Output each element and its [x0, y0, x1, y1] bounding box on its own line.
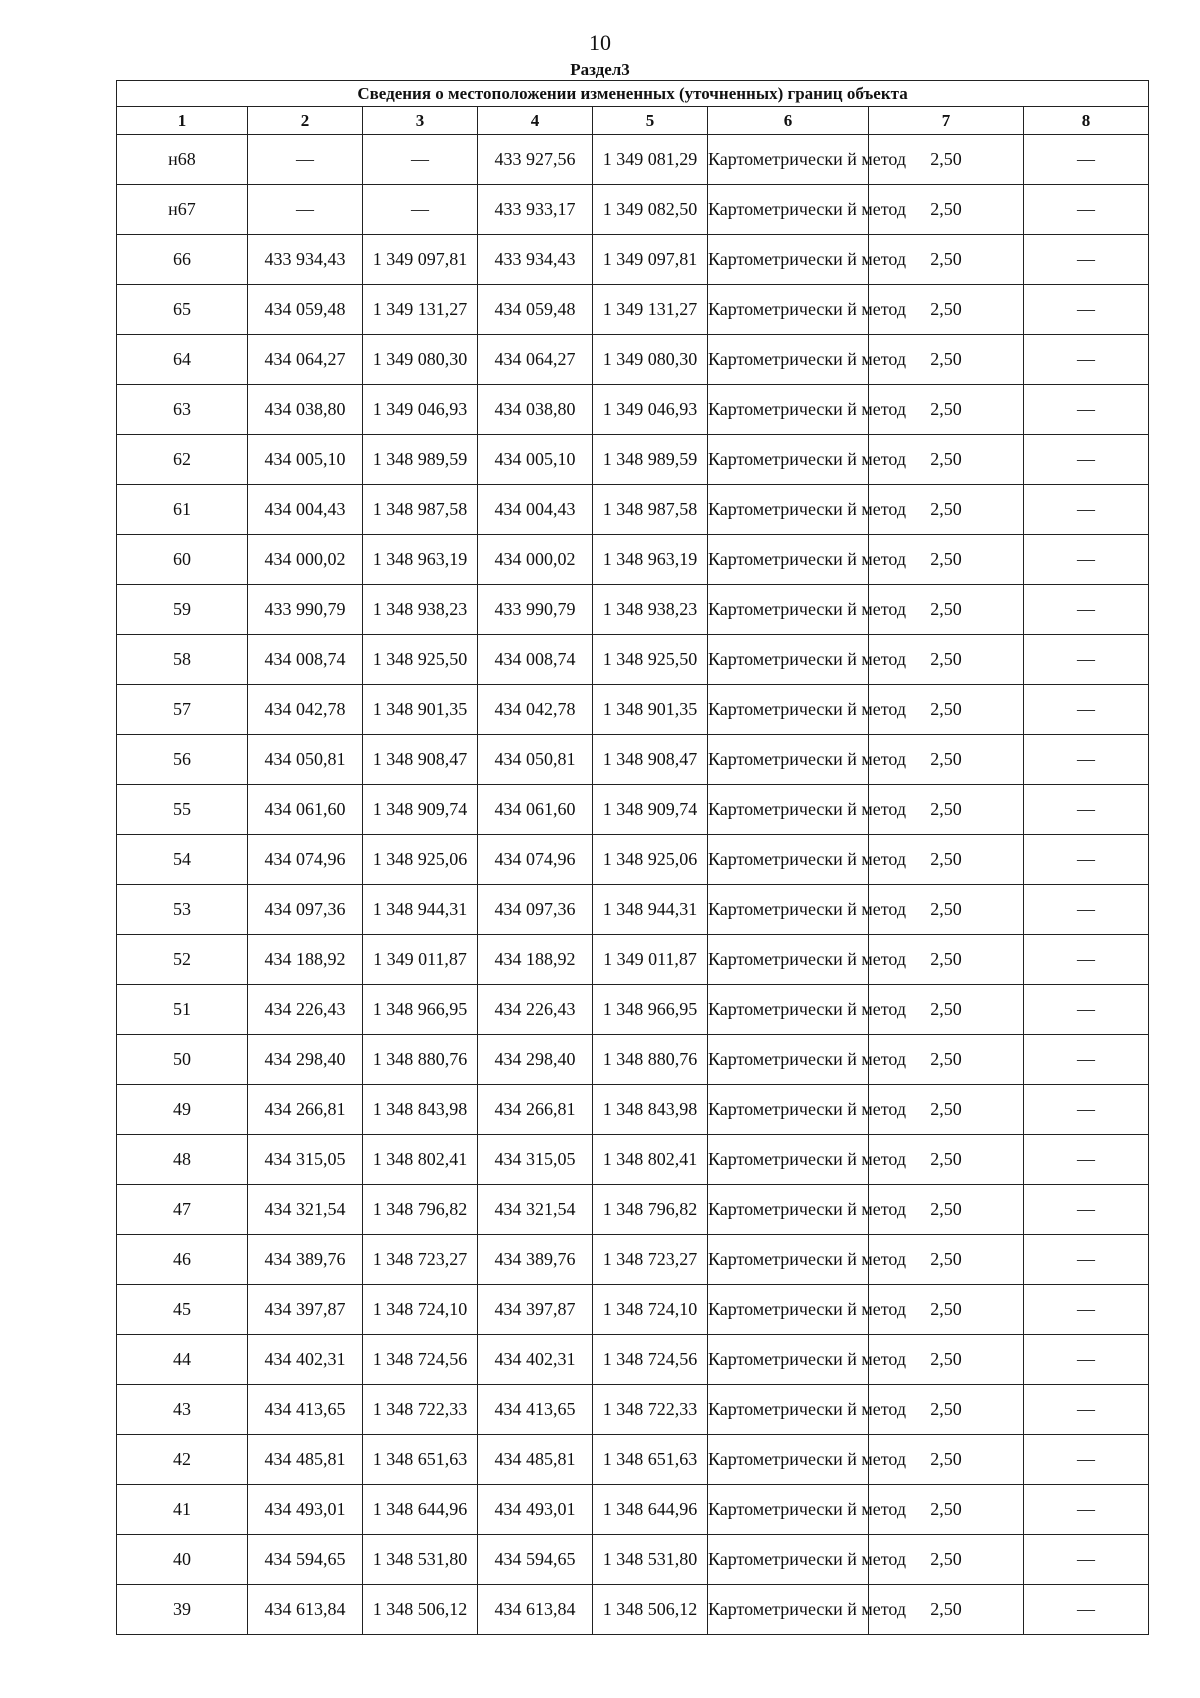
cell-accuracy: 2,50 [869, 385, 1024, 435]
cell-old-y: 1 348 644,96 [363, 1485, 478, 1535]
cell-new-x: 433 990,79 [478, 585, 593, 635]
cell-accuracy: 2,50 [869, 735, 1024, 785]
cell-old-x: 434 413,65 [248, 1385, 363, 1435]
cell-accuracy: 2,50 [869, 1435, 1024, 1485]
table-row [117, 1535, 1149, 1585]
cell-accuracy: 2,50 [869, 535, 1024, 585]
cell-old-y: 1 348 724,10 [363, 1285, 478, 1335]
column-number-row [117, 107, 1149, 135]
cell-description: — [1024, 435, 1149, 485]
cell-description: — [1024, 485, 1149, 535]
table-row [117, 435, 1149, 485]
cell-method: Картометрически й метод [708, 1585, 869, 1635]
cell-description: — [1024, 1135, 1149, 1185]
cell-method: Картометрически й метод [708, 1385, 869, 1435]
cell-accuracy: 2,50 [869, 485, 1024, 535]
cell-old-y: 1 349 097,81 [363, 235, 478, 285]
table-row [117, 1485, 1149, 1535]
cell-new-y: 1 349 046,93 [593, 385, 708, 435]
table-row [117, 1185, 1149, 1235]
cell-point-name: 66 [117, 235, 248, 285]
cell-new-x: 434 402,31 [478, 1335, 593, 1385]
cell-method: Картометрически й метод [708, 435, 869, 485]
cell-new-x: 434 064,27 [478, 335, 593, 385]
cell-description: — [1024, 385, 1149, 435]
table-row [117, 835, 1149, 885]
table-row [117, 1035, 1149, 1085]
cell-method: Картометрически й метод [708, 835, 869, 885]
table-row [117, 935, 1149, 985]
cell-old-y: 1 348 506,12 [363, 1585, 478, 1635]
cell-new-x: 434 321,54 [478, 1185, 593, 1235]
cell-old-x: 434 038,80 [248, 385, 363, 435]
cell-old-y: 1 348 723,27 [363, 1235, 478, 1285]
section-title: Раздел3 [570, 60, 630, 79]
cell-point-name: 57 [117, 685, 248, 735]
table-row [117, 1235, 1149, 1285]
cell-old-x: 434 042,78 [248, 685, 363, 735]
cell-description: — [1024, 1035, 1149, 1085]
cell-point-name: 60 [117, 535, 248, 585]
cell-new-y: 1 349 081,29 [593, 135, 708, 185]
cell-accuracy: 2,50 [869, 935, 1024, 985]
table-row [117, 1085, 1149, 1135]
cell-old-y: 1 348 901,35 [363, 685, 478, 735]
cell-new-x: 434 004,43 [478, 485, 593, 535]
column-number: 3 [363, 107, 478, 135]
cell-point-name: 44 [117, 1335, 248, 1385]
cell-new-y: 1 348 909,74 [593, 785, 708, 835]
cell-new-x: 434 097,36 [478, 885, 593, 935]
table-row [117, 585, 1149, 635]
cell-accuracy: 2,50 [869, 235, 1024, 285]
cell-old-x: 434 097,36 [248, 885, 363, 935]
cell-old-x: 434 397,87 [248, 1285, 363, 1335]
cell-description: — [1024, 1235, 1149, 1285]
cell-point-name: 50 [117, 1035, 248, 1085]
table-row [117, 635, 1149, 685]
cell-new-x: 433 927,56 [478, 135, 593, 185]
cell-method: Картометрически й метод [708, 1185, 869, 1235]
column-number: 5 [593, 107, 708, 135]
cell-method: Картометрически й метод [708, 985, 869, 1035]
cell-old-y: 1 348 802,41 [363, 1135, 478, 1185]
cell-new-x: 433 933,17 [478, 185, 593, 235]
cell-new-y: 1 348 880,76 [593, 1035, 708, 1085]
cell-method: Картометрически й метод [708, 385, 869, 435]
cell-old-x: 434 008,74 [248, 635, 363, 685]
cell-old-y: 1 348 722,33 [363, 1385, 478, 1435]
cell-new-y: 1 348 925,06 [593, 835, 708, 885]
cell-new-x: 434 008,74 [478, 635, 593, 685]
cell-new-x: 434 613,84 [478, 1585, 593, 1635]
table-row [117, 1385, 1149, 1435]
cell-description: — [1024, 1485, 1149, 1535]
cell-old-x: — [248, 135, 363, 185]
cell-method: Картометрически й метод [708, 1235, 869, 1285]
cell-accuracy: 2,50 [869, 1535, 1024, 1585]
cell-method: Картометрически й метод [708, 1135, 869, 1185]
table-row [117, 235, 1149, 285]
column-number: 6 [708, 107, 869, 135]
cell-point-name: 49 [117, 1085, 248, 1135]
coordinates-table [116, 80, 1149, 1635]
cell-new-y: 1 348 802,41 [593, 1135, 708, 1185]
cell-old-y: 1 349 080,30 [363, 335, 478, 385]
cell-accuracy: 2,50 [869, 1335, 1024, 1385]
table-row [117, 135, 1149, 185]
cell-point-name: н67 [117, 185, 248, 235]
column-number: 8 [1024, 107, 1149, 135]
cell-point-name: 46 [117, 1235, 248, 1285]
cell-old-x: 433 990,79 [248, 585, 363, 635]
cell-point-name: 58 [117, 635, 248, 685]
cell-new-y: 1 349 131,27 [593, 285, 708, 335]
cell-point-name: 56 [117, 735, 248, 785]
cell-new-y: 1 348 723,27 [593, 1235, 708, 1285]
cell-new-x: 434 266,81 [478, 1085, 593, 1135]
cell-old-x: 434 188,92 [248, 935, 363, 985]
cell-method: Картометрически й метод [708, 935, 869, 985]
cell-new-y: 1 348 724,10 [593, 1285, 708, 1335]
cell-method: Картометрически й метод [708, 1485, 869, 1535]
table-row [117, 685, 1149, 735]
cell-new-y: 1 348 796,82 [593, 1185, 708, 1235]
cell-description: — [1024, 1185, 1149, 1235]
cell-old-y: — [363, 135, 478, 185]
cell-point-name: 42 [117, 1435, 248, 1485]
cell-accuracy: 2,50 [869, 635, 1024, 685]
cell-new-x: 434 005,10 [478, 435, 593, 485]
cell-description: — [1024, 885, 1149, 935]
cell-old-x: 434 050,81 [248, 735, 363, 785]
cell-new-x: 434 042,78 [478, 685, 593, 735]
cell-accuracy: 2,50 [869, 1235, 1024, 1285]
cell-new-y: 1 348 987,58 [593, 485, 708, 535]
cell-new-y: 1 349 082,50 [593, 185, 708, 235]
cell-method: Картометрически й метод [708, 1285, 869, 1335]
cell-accuracy: 2,50 [869, 985, 1024, 1035]
cell-point-name: 62 [117, 435, 248, 485]
cell-old-x: 434 059,48 [248, 285, 363, 335]
cell-old-y: 1 348 989,59 [363, 435, 478, 485]
cell-new-x: 434 226,43 [478, 985, 593, 1035]
cell-description: — [1024, 935, 1149, 985]
cell-accuracy: 2,50 [869, 685, 1024, 735]
cell-old-x: 434 226,43 [248, 985, 363, 1035]
cell-old-x: 434 266,81 [248, 1085, 363, 1135]
cell-accuracy: 2,50 [869, 335, 1024, 385]
cell-new-y: 1 349 097,81 [593, 235, 708, 285]
cell-accuracy: 2,50 [869, 435, 1024, 485]
table-row [117, 985, 1149, 1035]
cell-old-y: 1 348 796,82 [363, 1185, 478, 1235]
cell-new-x: 434 038,80 [478, 385, 593, 435]
cell-old-y: 1 348 843,98 [363, 1085, 478, 1135]
cell-method: Картометрически й метод [708, 785, 869, 835]
cell-method: Картометрически й метод [708, 535, 869, 585]
cell-old-x: 433 934,43 [248, 235, 363, 285]
cell-method: Картометрически й метод [708, 585, 869, 635]
cell-description: — [1024, 635, 1149, 685]
cell-point-name: 47 [117, 1185, 248, 1235]
cell-new-y: 1 348 966,95 [593, 985, 708, 1035]
cell-description: — [1024, 235, 1149, 285]
column-number: 1 [117, 107, 248, 135]
cell-new-y: 1 348 724,56 [593, 1335, 708, 1385]
cell-description: — [1024, 785, 1149, 835]
cell-new-y: 1 348 722,33 [593, 1385, 708, 1435]
table-row [117, 785, 1149, 835]
cell-description: — [1024, 1585, 1149, 1635]
cell-description: — [1024, 835, 1149, 885]
cell-new-y: 1 349 080,30 [593, 335, 708, 385]
cell-description: — [1024, 685, 1149, 735]
cell-old-x: 434 493,01 [248, 1485, 363, 1535]
cell-method: Картометрически й метод [708, 485, 869, 535]
cell-old-y: 1 348 925,50 [363, 635, 478, 685]
cell-new-x: 434 298,40 [478, 1035, 593, 1085]
table-row [117, 1335, 1149, 1385]
cell-new-y: 1 348 925,50 [593, 635, 708, 685]
table-caption-row [117, 81, 1149, 107]
cell-point-name: 55 [117, 785, 248, 835]
cell-new-y: 1 348 963,19 [593, 535, 708, 585]
cell-accuracy: 2,50 [869, 135, 1024, 185]
table-row [117, 485, 1149, 535]
cell-accuracy: 2,50 [869, 785, 1024, 835]
cell-point-name: 59 [117, 585, 248, 635]
cell-old-x: 434 000,02 [248, 535, 363, 585]
cell-old-y: 1 348 925,06 [363, 835, 478, 885]
cell-new-y: 1 348 506,12 [593, 1585, 708, 1635]
table-row [117, 1435, 1149, 1485]
cell-new-x: 434 413,65 [478, 1385, 593, 1435]
cell-method: Картометрически й метод [708, 635, 869, 685]
cell-method: Картометрически й метод [708, 135, 869, 185]
cell-new-x: 434 594,65 [478, 1535, 593, 1585]
table-row [117, 1135, 1149, 1185]
cell-old-x: 434 613,84 [248, 1585, 363, 1635]
cell-new-y: 1 349 011,87 [593, 935, 708, 985]
cell-new-y: 1 348 644,96 [593, 1485, 708, 1535]
cell-old-y: 1 348 909,74 [363, 785, 478, 835]
cell-accuracy: 2,50 [869, 1135, 1024, 1185]
cell-new-x: 434 061,60 [478, 785, 593, 835]
table-row [117, 335, 1149, 385]
cell-point-name: н68 [117, 135, 248, 185]
cell-old-y: 1 348 963,19 [363, 535, 478, 585]
cell-accuracy: 2,50 [869, 1585, 1024, 1635]
cell-point-name: 40 [117, 1535, 248, 1585]
cell-old-x: 434 061,60 [248, 785, 363, 835]
cell-description: — [1024, 285, 1149, 335]
table-row [117, 285, 1149, 335]
cell-point-name: 39 [117, 1585, 248, 1635]
cell-old-y: 1 348 880,76 [363, 1035, 478, 1085]
page-number: 10 [589, 30, 611, 55]
table-row [117, 385, 1149, 435]
cell-method: Картометрически й метод [708, 235, 869, 285]
cell-old-y: 1 348 651,63 [363, 1435, 478, 1485]
cell-method: Картометрически й метод [708, 1535, 869, 1585]
cell-accuracy: 2,50 [869, 1285, 1024, 1335]
cell-description: — [1024, 1085, 1149, 1135]
cell-accuracy: 2,50 [869, 585, 1024, 635]
cell-old-x: 434 004,43 [248, 485, 363, 535]
cell-new-y: 1 348 901,35 [593, 685, 708, 735]
cell-point-name: 41 [117, 1485, 248, 1535]
cell-new-y: 1 348 944,31 [593, 885, 708, 935]
cell-point-name: 63 [117, 385, 248, 435]
cell-new-y: 1 348 908,47 [593, 735, 708, 785]
cell-point-name: 64 [117, 335, 248, 385]
cell-description: — [1024, 585, 1149, 635]
cell-accuracy: 2,50 [869, 835, 1024, 885]
cell-description: — [1024, 1385, 1149, 1435]
cell-description: — [1024, 185, 1149, 235]
cell-method: Картометрически й метод [708, 285, 869, 335]
cell-old-y: — [363, 185, 478, 235]
cell-accuracy: 2,50 [869, 185, 1024, 235]
cell-old-y: 1 349 131,27 [363, 285, 478, 335]
column-number: 2 [248, 107, 363, 135]
cell-new-y: 1 348 938,23 [593, 585, 708, 635]
cell-accuracy: 2,50 [869, 1485, 1024, 1535]
cell-description: — [1024, 1335, 1149, 1385]
cell-method: Картометрически й метод [708, 1085, 869, 1135]
cell-point-name: 65 [117, 285, 248, 335]
cell-point-name: 53 [117, 885, 248, 935]
cell-new-x: 434 315,05 [478, 1135, 593, 1185]
cell-new-x: 434 188,92 [478, 935, 593, 985]
cell-old-y: 1 348 531,80 [363, 1535, 478, 1585]
cell-point-name: 43 [117, 1385, 248, 1435]
cell-new-x: 434 485,81 [478, 1435, 593, 1485]
cell-method: Картометрически й метод [708, 885, 869, 935]
cell-old-x: 434 594,65 [248, 1535, 363, 1585]
cell-new-y: 1 348 989,59 [593, 435, 708, 485]
cell-accuracy: 2,50 [869, 1085, 1024, 1135]
table-row [117, 885, 1149, 935]
column-number: 4 [478, 107, 593, 135]
cell-new-x: 434 397,87 [478, 1285, 593, 1335]
cell-method: Картометрически й метод [708, 335, 869, 385]
table-caption: Сведения о местоположении измененных (уточненных) границ объекта [117, 81, 1149, 107]
table-row [117, 735, 1149, 785]
cell-accuracy: 2,50 [869, 285, 1024, 335]
cell-old-x: 434 298,40 [248, 1035, 363, 1085]
cell-description: — [1024, 1285, 1149, 1335]
cell-old-x: — [248, 185, 363, 235]
cell-old-x: 434 064,27 [248, 335, 363, 385]
cell-old-x: 434 321,54 [248, 1185, 363, 1235]
cell-old-y: 1 349 011,87 [363, 935, 478, 985]
cell-old-y: 1 348 966,95 [363, 985, 478, 1035]
cell-point-name: 54 [117, 835, 248, 885]
cell-point-name: 61 [117, 485, 248, 535]
table-row [117, 185, 1149, 235]
cell-new-x: 434 493,01 [478, 1485, 593, 1535]
cell-accuracy: 2,50 [869, 1385, 1024, 1435]
cell-new-x: 434 389,76 [478, 1235, 593, 1285]
cell-point-name: 48 [117, 1135, 248, 1185]
cell-old-x: 434 389,76 [248, 1235, 363, 1285]
cell-description: — [1024, 135, 1149, 185]
cell-old-y: 1 348 938,23 [363, 585, 478, 635]
cell-old-x: 434 315,05 [248, 1135, 363, 1185]
cell-accuracy: 2,50 [869, 1185, 1024, 1235]
cell-method: Картометрически й метод [708, 1035, 869, 1085]
cell-old-x: 434 074,96 [248, 835, 363, 885]
cell-description: — [1024, 735, 1149, 785]
cell-old-x: 434 005,10 [248, 435, 363, 485]
table-row [117, 535, 1149, 585]
table-row [117, 1585, 1149, 1635]
cell-new-x: 434 000,02 [478, 535, 593, 585]
cell-new-y: 1 348 651,63 [593, 1435, 708, 1485]
cell-accuracy: 2,50 [869, 885, 1024, 935]
cell-old-y: 1 348 724,56 [363, 1335, 478, 1385]
cell-description: — [1024, 535, 1149, 585]
table-body [117, 135, 1149, 1635]
cell-new-x: 434 050,81 [478, 735, 593, 785]
cell-new-x: 434 059,48 [478, 285, 593, 335]
cell-old-x: 434 402,31 [248, 1335, 363, 1385]
cell-method: Картометрически й метод [708, 735, 869, 785]
cell-description: — [1024, 335, 1149, 385]
cell-old-y: 1 349 046,93 [363, 385, 478, 435]
column-number: 7 [869, 107, 1024, 135]
cell-method: Картометрически й метод [708, 185, 869, 235]
cell-method: Картометрически й метод [708, 1335, 869, 1385]
cell-method: Картометрически й метод [708, 1435, 869, 1485]
cell-accuracy: 2,50 [869, 1035, 1024, 1085]
cell-method: Картометрически й метод [708, 685, 869, 735]
cell-point-name: 45 [117, 1285, 248, 1335]
cell-description: — [1024, 1435, 1149, 1485]
cell-old-y: 1 348 944,31 [363, 885, 478, 935]
cell-new-y: 1 348 531,80 [593, 1535, 708, 1585]
cell-old-y: 1 348 908,47 [363, 735, 478, 785]
cell-point-name: 52 [117, 935, 248, 985]
cell-new-x: 434 074,96 [478, 835, 593, 885]
cell-old-y: 1 348 987,58 [363, 485, 478, 535]
cell-description: — [1024, 985, 1149, 1035]
cell-old-x: 434 485,81 [248, 1435, 363, 1485]
cell-new-y: 1 348 843,98 [593, 1085, 708, 1135]
cell-new-x: 433 934,43 [478, 235, 593, 285]
cell-description: — [1024, 1535, 1149, 1585]
table-row [117, 1285, 1149, 1335]
cell-point-name: 51 [117, 985, 248, 1035]
